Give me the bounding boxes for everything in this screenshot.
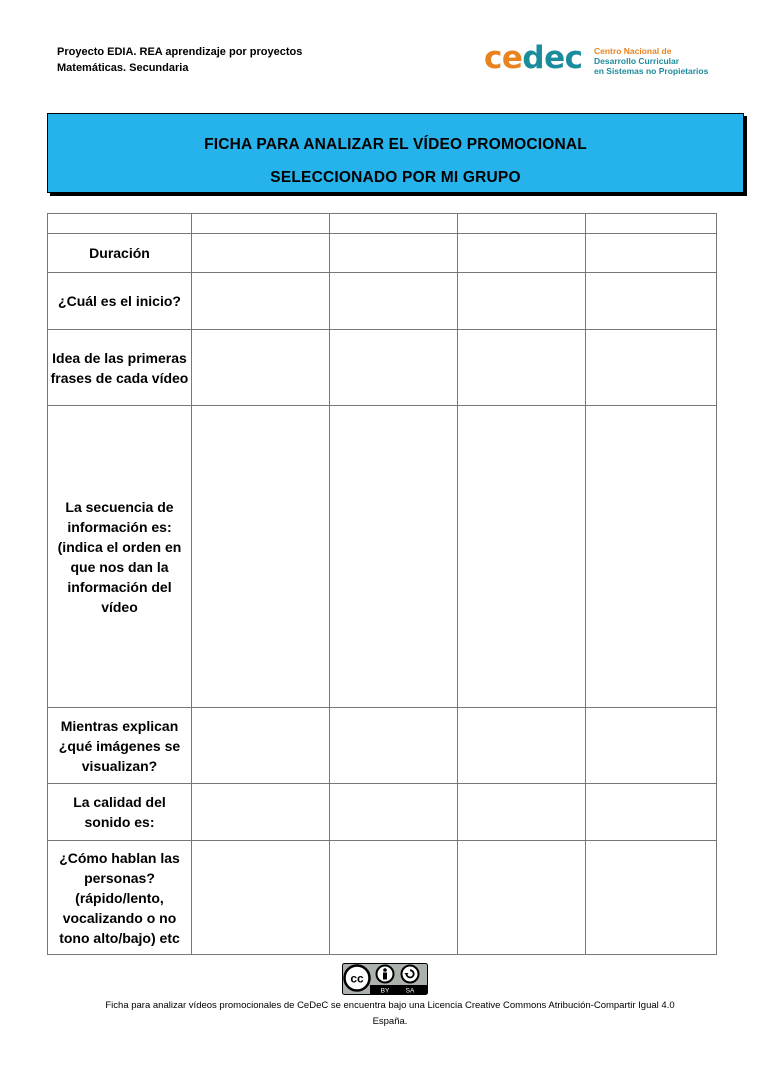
answer-cell[interactable] [586, 406, 717, 708]
answer-cell[interactable] [586, 841, 717, 955]
answer-cell[interactable] [586, 214, 717, 234]
row-label: La calidad del sonido es: [48, 784, 192, 841]
answer-cell[interactable] [586, 708, 717, 784]
answer-cell[interactable] [458, 330, 586, 406]
table-row [48, 784, 717, 841]
svg-text:cc: cc [350, 971, 364, 986]
table-row [48, 234, 717, 273]
table-row [48, 330, 717, 406]
answer-cell[interactable] [586, 330, 717, 406]
row-label: Mientras explican ¿qué imágenes se visualizan? [48, 708, 192, 784]
row-label: Duración [48, 234, 192, 273]
table-row [48, 214, 717, 234]
table-row [48, 406, 717, 708]
answer-cell[interactable] [330, 330, 458, 406]
answer-cell[interactable] [458, 273, 586, 330]
answer-cell[interactable] [192, 841, 330, 955]
answer-cell[interactable] [330, 234, 458, 273]
logo-subtitle [594, 46, 708, 76]
license-text: Ficha para analizar vídeos promocionales de CeDeC se encuentra bajo una Licencia Creative Commons Atribución-Compartir Igual 4.0 [105, 1000, 675, 1011]
answer-cell[interactable] [586, 784, 717, 841]
logo-word-part2: dec [522, 40, 583, 76]
banner-title-line1: FICHA PARA ANALIZAR EL VÍDEO PROMOCIONAL [204, 136, 587, 153]
answer-cell[interactable] [458, 784, 586, 841]
license-footer [60, 998, 720, 1030]
logo-wordmark [484, 39, 583, 77]
project-title: Proyecto EDIA. REA aprendizaje por proyectos [57, 46, 303, 58]
row-label [48, 214, 192, 234]
table-row [48, 841, 717, 955]
answer-cell[interactable] [330, 784, 458, 841]
answer-cell[interactable] [586, 273, 717, 330]
answer-cell[interactable] [330, 841, 458, 955]
answer-cell[interactable] [330, 273, 458, 330]
logo-subtitle-line1: Centro Nacional de [594, 46, 672, 56]
analysis-table [47, 213, 717, 955]
logo-word-part1: ce [484, 40, 523, 76]
answer-cell[interactable] [192, 708, 330, 784]
answer-cell[interactable] [458, 234, 586, 273]
banner-title-line2: SELECCIONADO POR MI GRUPO [270, 169, 521, 186]
answer-cell[interactable] [458, 708, 586, 784]
answer-cell[interactable] [458, 841, 586, 955]
table-row [48, 273, 717, 330]
title-banner [47, 113, 744, 193]
logo-subtitle-line2: Desarrollo Curricular [594, 56, 680, 66]
row-label: La secuencia de información es: (indica el orden en que nos dan la información del vídeo [48, 406, 192, 708]
answer-cell[interactable] [586, 234, 717, 273]
row-label: Idea de las primeras frases de cada vídeo [48, 330, 192, 406]
subject-title: Matemáticas. Secundaria [57, 62, 189, 74]
answer-cell[interactable] [458, 214, 586, 234]
answer-cell[interactable] [330, 708, 458, 784]
logo-subtitle-line3: en Sistemas no Propietarios [594, 66, 709, 76]
answer-cell[interactable] [192, 330, 330, 406]
sa-label: SA [405, 987, 415, 995]
answer-cell[interactable] [330, 406, 458, 708]
license-country: España. [372, 1016, 408, 1027]
answer-cell[interactable] [192, 406, 330, 708]
answer-cell[interactable] [192, 234, 330, 273]
cc-icon [345, 966, 370, 991]
answer-cell[interactable] [330, 214, 458, 234]
row-label: ¿Cuál es el inicio? [48, 273, 192, 330]
document-header [57, 44, 302, 76]
by-label: BY [380, 987, 390, 995]
table-row [48, 708, 717, 784]
answer-cell[interactable] [458, 406, 586, 708]
cc-license-badge [342, 963, 428, 995]
answer-cell[interactable] [192, 784, 330, 841]
answer-cell[interactable] [192, 214, 330, 234]
cedec-logo [484, 40, 714, 79]
row-label: ¿Cómo hablan las personas? (rápido/lento, vocalizando o no tono alto/bajo) etc [48, 841, 192, 955]
answer-cell[interactable] [192, 273, 330, 330]
